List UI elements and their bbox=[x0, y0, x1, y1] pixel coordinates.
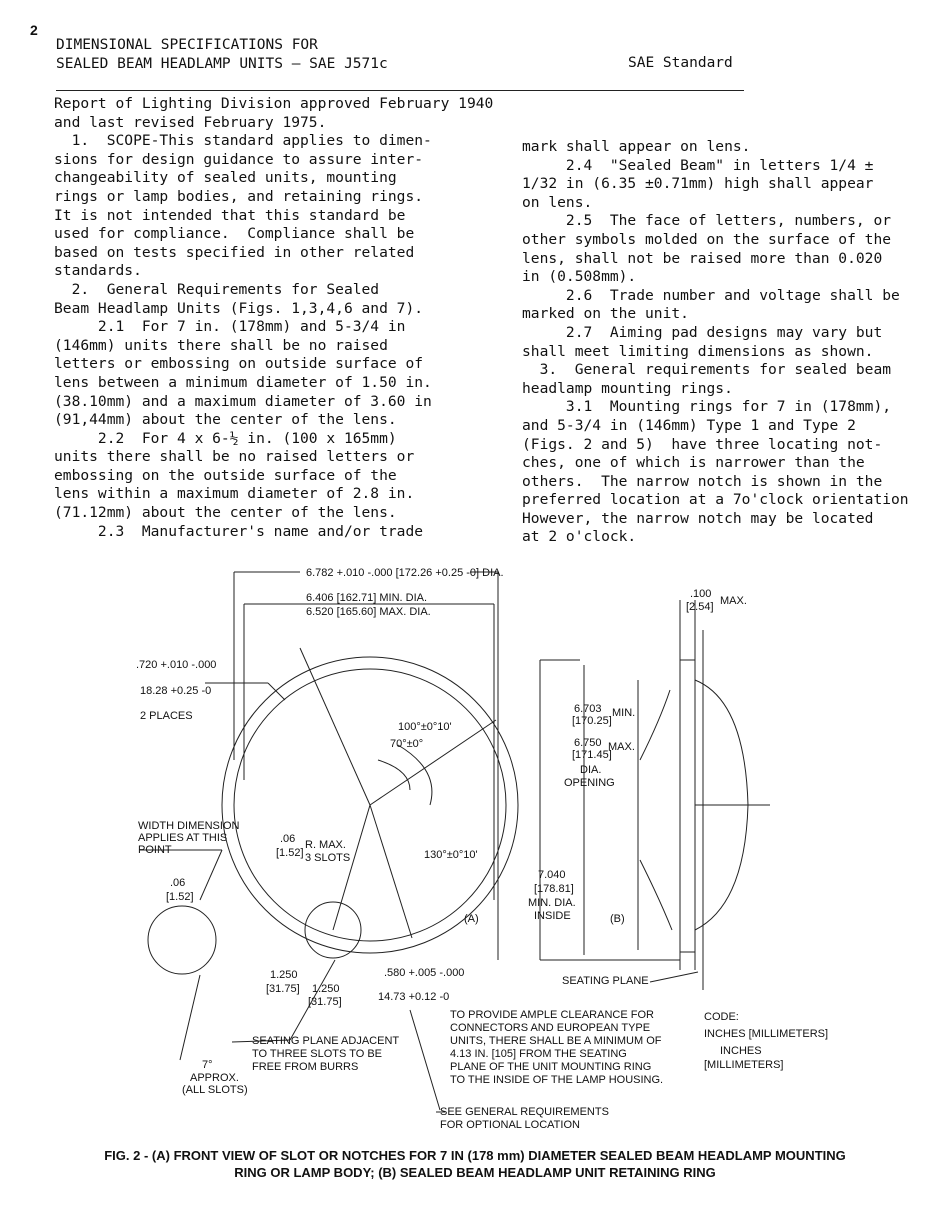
left-column-line: 2.3 Manufacturer's name and/or trade bbox=[54, 522, 424, 540]
right-column-line: ches, one of which is narrower than the bbox=[522, 454, 865, 472]
fig-two-places: 2 PLACES bbox=[140, 710, 193, 722]
fig-code-3: [MILLIMETERS] bbox=[704, 1059, 784, 1071]
left-column-line: used for compliance. Compliance shall be bbox=[54, 225, 415, 243]
left-column-line: rings or lamp bodies, and retaining rings. bbox=[54, 187, 424, 205]
fig-dia-word: DIA. bbox=[580, 764, 602, 776]
fig-max-254: [2.54] bbox=[686, 601, 714, 613]
header-title-line2: SEALED BEAM HEADLAMP UNITS — SAE J571c bbox=[56, 56, 388, 72]
fig-opening: OPENING bbox=[564, 777, 615, 789]
left-column-line: embossing on the outside surface of the bbox=[54, 466, 397, 484]
left-column-line: (146mm) units there shall be no raised bbox=[54, 336, 388, 354]
fig-seating-plane: SEATING PLANE bbox=[562, 975, 649, 987]
right-column-line: at 2 o'clock. bbox=[522, 528, 637, 546]
right-column-line: lens, shall not be raised more than 0.020 bbox=[522, 249, 883, 267]
header-title-line1: DIMENSIONAL SPECIFICATIONS FOR bbox=[56, 37, 318, 53]
fig-approx-7: 7° bbox=[202, 1059, 213, 1071]
fig-clear-5: PLANE OF THE UNIT MOUNTING RING bbox=[450, 1061, 652, 1073]
fig-clear-2: CONNECTORS AND EUROPEAN TYPE bbox=[450, 1022, 651, 1034]
left-column-line: letters or embossing on outside surface of bbox=[54, 355, 424, 373]
fig-dim-3175b: [31.75] bbox=[308, 996, 342, 1008]
fig-slot-width-in: .720 +.010 -.000 bbox=[136, 659, 217, 671]
left-column-line: based on tests specified in other related bbox=[54, 243, 415, 261]
fig-dim-1250a: 1.250 bbox=[270, 969, 298, 981]
fig-clear-6: TO THE INSIDE OF THE LAMP HOUSING. bbox=[450, 1074, 664, 1086]
fig-see-2: FOR OPTIONAL LOCATION bbox=[440, 1119, 580, 1131]
slot-detail-small-circle bbox=[148, 906, 216, 974]
right-column-line: 2.6 Trade number and voltage shall be bbox=[522, 286, 900, 304]
fig-dim-580: .580 +.005 -.000 bbox=[384, 967, 465, 979]
right-column-line: preferred location at a 7o'clock orientation bbox=[522, 491, 909, 509]
right-column-line: 2.7 Aiming pad designs may vary but bbox=[522, 323, 883, 341]
left-column-line: standards. bbox=[54, 262, 142, 280]
fig-min-dia-b: MIN. DIA. bbox=[528, 897, 576, 909]
right-column-line: others. The narrow notch is shown in the bbox=[522, 472, 883, 490]
fig-label-a: (A) bbox=[464, 913, 479, 925]
fig-radius-slots: 3 SLOTS bbox=[305, 852, 351, 864]
fig-slot-width-mm: 18.28 +0.25 -0 bbox=[140, 685, 212, 697]
left-column-line: 2.2 For 4 x 6-½ in. (100 x 165mm) bbox=[54, 429, 397, 447]
fig-angle-70: 70°±0° bbox=[390, 738, 424, 750]
left-column-line: Report of Lighting Division approved February 1940 bbox=[54, 95, 494, 112]
fig-dim-1250b: 1.250 bbox=[312, 983, 340, 995]
fig-max-dia: 6.520 [165.60] MAX. DIA. bbox=[306, 606, 431, 618]
fig-dim-3175a: [31.75] bbox=[266, 983, 300, 995]
right-column-line: shall meet limiting dimensions as shown. bbox=[522, 342, 874, 360]
fig-approx: APPROX. bbox=[190, 1072, 239, 1084]
fig-inside: INSIDE bbox=[534, 910, 571, 922]
fig-label-b: (B) bbox=[610, 913, 625, 925]
fig-angle-100: 100°±0°10' bbox=[398, 721, 452, 733]
fig-dim-17145: [171.45] bbox=[572, 749, 612, 761]
fig-max-word: MAX. bbox=[720, 595, 747, 607]
fig-width-note-1: WIDTH DIMENSION bbox=[138, 820, 240, 832]
right-column-line: marked on the unit. bbox=[522, 305, 689, 323]
right-column-line: other symbols molded on the surface of the bbox=[522, 230, 892, 248]
fig-max-word2: MAX. bbox=[608, 741, 635, 753]
fig-max-100: .100 bbox=[690, 588, 712, 600]
fig-clear-3: UNITS, THERE SHALL BE A MINIMUM OF bbox=[450, 1035, 662, 1047]
fig-radius-note: R. MAX. bbox=[305, 839, 346, 851]
fig-width-note-2: APPLIES AT THIS bbox=[138, 832, 228, 844]
left-column-line: and last revised February 1975. bbox=[54, 113, 327, 131]
fig-width-note-3: POINT bbox=[138, 844, 172, 856]
fig-dim-1473: 14.73 +0.12 -0 bbox=[378, 991, 450, 1003]
fig-min-dia: 6.406 [162.71] MIN. DIA. bbox=[306, 592, 428, 604]
fig-radius-in: .06 bbox=[280, 833, 296, 845]
fig-clear-4: 4.13 IN. [105] FROM THE SEATING bbox=[450, 1048, 627, 1060]
page-number: 2 bbox=[30, 22, 38, 38]
fig-dim-17025: [170.25] bbox=[572, 715, 612, 727]
right-column-line: However, the narrow notch may be located bbox=[522, 509, 874, 527]
right-column-line: on lens. bbox=[522, 193, 593, 211]
right-column-line: 3. General requirements for sealed beam bbox=[522, 361, 892, 379]
left-column-line: (91,44mm) about the center of the lens. bbox=[54, 411, 397, 429]
fig-seat-adj-3: FREE FROM BURRS bbox=[252, 1061, 359, 1073]
right-column-line: 2.5 The face of letters, numbers, or bbox=[522, 212, 892, 230]
right-column-line: in (0.508mm). bbox=[522, 268, 637, 286]
standard-label: SAE Standard bbox=[628, 55, 733, 71]
fig-radius-mm: [1.52] bbox=[276, 847, 304, 859]
fig-code: CODE: bbox=[704, 1011, 739, 1023]
figure-caption bbox=[40, 1147, 910, 1181]
right-column-line: 2.4 "Sealed Beam" in letters 1/4 ± bbox=[522, 156, 874, 174]
left-column-line: 1. SCOPE-This standard applies to dimen- bbox=[54, 132, 432, 150]
left-column-line: changeability of sealed units, mounting bbox=[54, 169, 397, 187]
left-column-line: sions for design guidance to assure inter- bbox=[54, 150, 424, 168]
left-column-line: Beam Headlamp Units (Figs. 1,3,4,6 and 7). bbox=[54, 299, 424, 317]
left-column-line: It is not intended that this standard be bbox=[54, 206, 406, 224]
right-column-line: 3.1 Mounting rings for 7 in (178mm), bbox=[522, 398, 892, 416]
left-column-line: units there shall be no raised letters or bbox=[54, 448, 415, 466]
fig-dim-6750: 6.750 bbox=[574, 737, 602, 749]
left-column-line: lens within a maximum diameter of 2.8 in. bbox=[54, 485, 415, 503]
right-column-line: (Figs. 2 and 5) have three locating not- bbox=[522, 435, 883, 453]
caption-line2: RING OR LAMP BODY; (B) SEALED BEAM HEADLAMP UNIT RETAINING RING bbox=[234, 1165, 716, 1180]
fig-see-1: SEE GENERAL REQUIREMENTS bbox=[440, 1106, 609, 1118]
right-column-line: and 5-3/4 in (146mm) Type 1 and Type 2 bbox=[522, 416, 856, 434]
caption-line1: FIG. 2 - (A) FRONT VIEW OF SLOT OR NOTCHES FOR 7 IN (178 mm) DIAMETER SEALED BEAM HEADLAMP MOUNTING bbox=[104, 1148, 846, 1163]
fig-angle-130: 130°±0°10' bbox=[424, 849, 478, 861]
left-column-line: (71.12mm) about the center of the lens. bbox=[54, 504, 397, 522]
fig-dim-6703: 6.703 bbox=[574, 703, 602, 715]
fig-seat-adj-2: TO THREE SLOTS TO BE bbox=[252, 1048, 383, 1060]
left-column-line: 2. General Requirements for Sealed bbox=[54, 280, 380, 298]
fig-code-2: INCHES bbox=[720, 1045, 762, 1057]
right-column-line: mark shall appear on lens. bbox=[522, 138, 751, 155]
fig-clear-1: TO PROVIDE AMPLE CLEARANCE FOR bbox=[450, 1009, 654, 1021]
fig-dim-17881: [178.81] bbox=[534, 883, 574, 895]
fig-dia-top: 6.782 +.010 -.000 [172.26 +0.25 -0] DIA. bbox=[306, 567, 504, 579]
right-column-line: headlamp mounting rings. bbox=[522, 379, 733, 397]
fig-min-word: MIN. bbox=[612, 707, 636, 719]
fig-small-06: .06 bbox=[170, 877, 186, 889]
fig-small-152: [1.52] bbox=[166, 891, 194, 903]
left-column-line: lens between a minimum diameter of 1.50 in. bbox=[54, 373, 432, 391]
fig-all-slots: (ALL SLOTS) bbox=[182, 1084, 248, 1096]
fig-dim-7040: 7.040 bbox=[538, 869, 566, 881]
fig-code-1: INCHES [MILLIMETERS] bbox=[704, 1028, 829, 1040]
fig-seat-adj-1: SEATING PLANE ADJACENT bbox=[252, 1035, 400, 1047]
right-column-line: 1/32 in (6.35 ±0.71mm) high shall appear bbox=[522, 175, 874, 193]
left-column-line: (38.10mm) and a maximum diameter of 3.60 in bbox=[54, 392, 432, 410]
left-column-line: 2.1 For 7 in. (178mm) and 5-3/4 in bbox=[54, 318, 406, 336]
